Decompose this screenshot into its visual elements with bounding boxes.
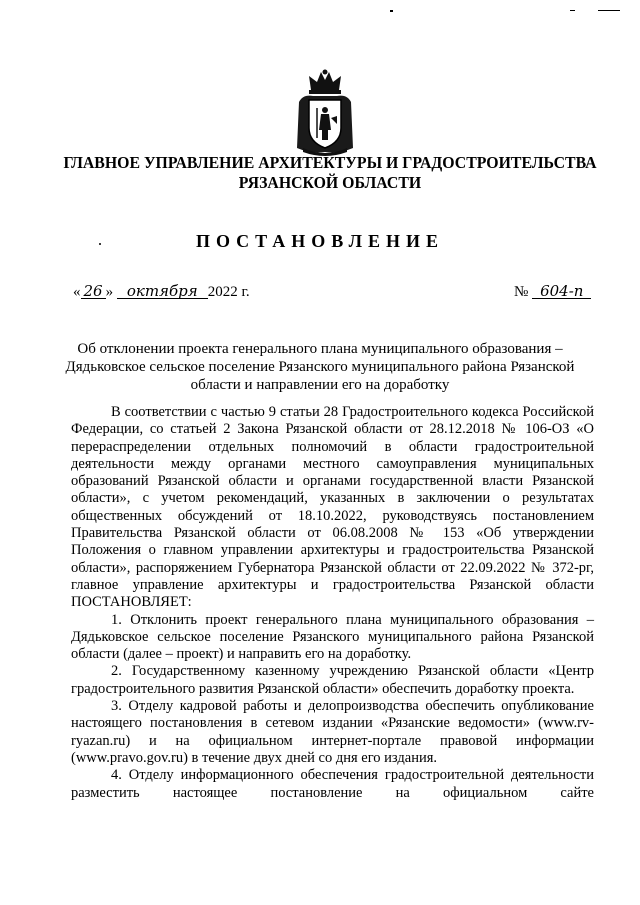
date-close-quote: »: [105, 284, 114, 300]
date-day: 26: [81, 284, 106, 299]
subject-line: Дядьковское сельское поселение Рязанского муниципального района Рязанской: [65, 359, 575, 375]
number-value: 604-п: [532, 284, 591, 299]
body-preamble: В соответствии с частью 9 статьи 28 Градостроительного кодекса Российской Федерации, со статьей 2 Закона Рязанской области от 28.12.2018 № 106-ОЗ «О перераспределении отдельных полномочий в области градостроительной деятельности между органами местного самоуправления муниципальных образований Рязанской области и органами государственной власти Рязанской области», с учетом рекомендаций, указанных в заключении о результатах общественных обсуждений от 18.10.2022, руководствуясь постановлением Правительства Рязанской области от 06.08.2008 № 153 «Об утверждении Положения о главном управлении архитектуры и градостроительства Рязанской области», распоряжением Губернатора Рязанской области от 22.09.2022 № 372-рг, главное управление архитектуры и градостроительства Рязанской области ПОСТАНОВЛЯЕТ:: [71, 404, 594, 611]
subject-line: области и направлении его на доработку: [190, 377, 450, 393]
date-open-quote: «: [73, 284, 81, 300]
number-prefix: №: [514, 284, 529, 300]
scan-mark: [390, 10, 393, 12]
decree-subject: [60, 340, 580, 394]
body-item-4: 4. Отделу информационного обеспечения градостроительной деятельности разместить настоящее постановление на официальном сайте: [71, 767, 594, 801]
date-month: октября: [117, 284, 208, 299]
decree-number: [514, 284, 591, 301]
scan-mark: [598, 10, 620, 11]
ryazan-coat-of-arms-icon: [295, 68, 355, 156]
subject-line: Об отклонении проекта генерального плана муниципального образования –: [77, 341, 563, 357]
decree-title: ПОСТАНОВЛЕНИЕ: [195, 231, 445, 251]
body-item-2: 2. Государственному казенному учреждению Рязанской области «Центр градостроительного развития Рязанской области» обеспечить доработку проекта.: [71, 663, 594, 697]
scan-mark: [570, 10, 575, 11]
date-year: 2022 г.: [207, 284, 250, 300]
org-title-line2: РЯЗАНСКОЙ ОБЛАСТИ: [238, 173, 422, 192]
decree-body: [71, 404, 594, 802]
org-title-line1: ГЛАВНОЕ УПРАВЛЕНИЕ АРХИТЕКТУРЫ И ГРАДОСТРОИТЕЛЬСТВА: [63, 153, 597, 172]
body-item-3: 3. Отделу кадровой работы и делопроизводства обеспечить опубликование настоящего постановления в сетевом издании «Рязанские ведомости» (www.rv-ryazan.ru) и на официальном интернет-портале правовой информации (www.pravo.gov.ru) в течение двух дней со дня его издания.: [71, 698, 594, 766]
body-item-1: 1. Отклонить проект генерального плана муниципального образования – Дядьковское сельское поселение Рязанского муниципального района Рязанской области (далее – проект) и направить его на доработку.: [71, 611, 594, 663]
decree-date: [73, 284, 250, 301]
